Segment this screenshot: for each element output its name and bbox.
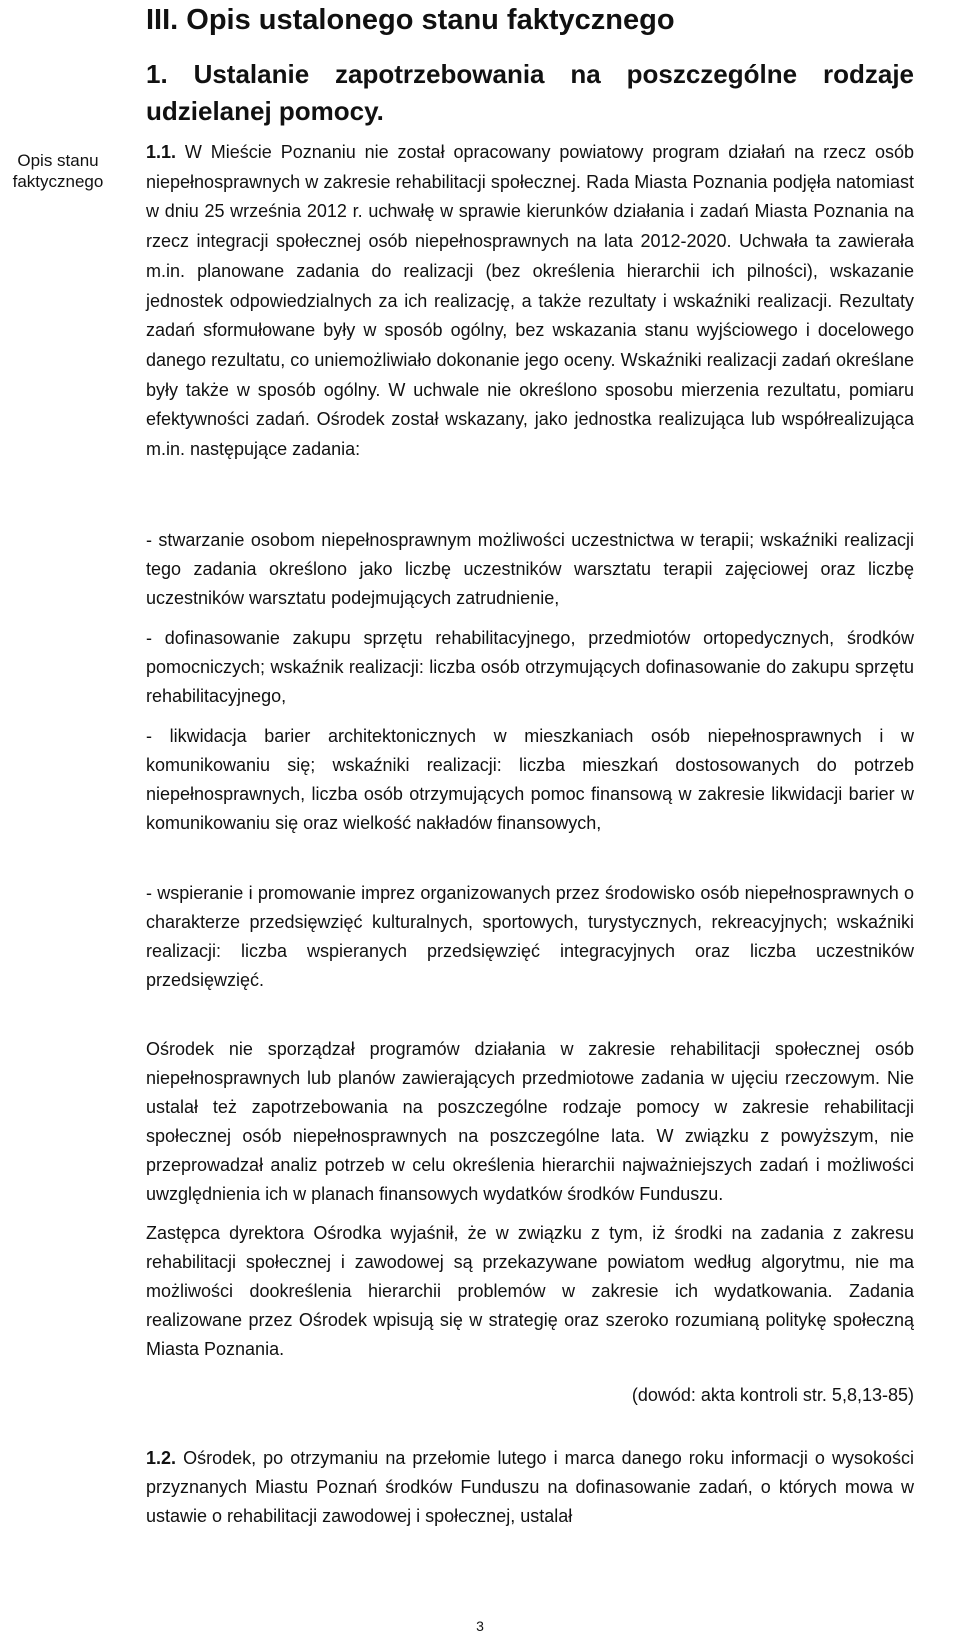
paragraph-text: W Mieście Poznaniu nie został opracowany powiatowy program działań na rzecz osób niepełnosprawnych w zakresie rehabilitacji społecznej. Rada Miasta Poznania podjęła natomiast w dniu 25 września 2012 r. uchwałę w sprawie kierunków działania i zadań Miasta Poznania na rzecz integracji społecznej osób niepełnosprawnych na lata 2012-2020. Uchwała ta zawierała m.in. planowane zadania do realizacji (bez określenia hierarchii ich pilności), wskazanie jednostek odpowiedzialnych za ich realizację, a także rezultaty i wskaźniki realizacji. Rezultaty zadań sformułowane były w sposób ogólny, bez wskazania stanu wyjściowego i docelowego danego rezultatu, co uniemożliwiało dokonanie jego oceny. Wskaźniki realizacji zadań określane były także w sposób ogólny. W uchwale nie określono sposobu mierzenia rezultatu, pomiaru efektywności zadań. Ośrodek został wskazany, jako jednostka realizująca lub współrealizująca m.in. następujące zadania: (146, 142, 914, 460)
evidence-reference: (dowód: akta kontroli str. 5,8,13-85) (631, 1385, 914, 1405)
paragraph-zastepca: Zastępca dyrektora Ośrodka wyjaśnił, że w związku z tym, iż środki na zadania z zakresu rehabilitacji społecznej i zawodowej są przekazywane powiatom według algorytmu, nie ma możliwości dookreślenia hierarchii problemów w zakresie ich wydatkowania. Zadania realizowane przez Ośrodek wpisują się w strategię oraz szeroko rozumianą politykę społeczną Miasta Poznania. (146, 1223, 914, 1359)
paragraph-osrodek: Ośrodek nie sporządzał programów działania w zakresie rehabilitacji społecznej osób niepełnosprawnych lub planów zawierających przedmiotowe zadania w ujęciu rzeczowym. Nie ustalał też zapotrzebowania na poszczególne rodzaje pomocy w zakresie rehabilitacji społecznej osób niepełnosprawnych na poszczególne lata. W związku z powyższym, nie przeprowadzał analiz potrzeb w celu określenia hierarchii najważniejszych zadań i możliwości uwzględnienia ich w planach finansowych wydatków środków Funduszu. (146, 1039, 914, 1204)
list-item: - dofinasowanie zakupu sprzętu rehabilitacyjnego, przedmiotów ortopedycznych, środków pomocniczych; wskaźnik realizacji: liczba osób otrzymujących dofinasowanie do zakupu sprzętu rehabilitacyjnego, (146, 628, 914, 706)
paragraph-1-1 (146, 138, 914, 465)
section-heading: 1. Ustalanie zapotrzebowania na poszczególne rodzaje udzielanej pomocy. (146, 59, 914, 126)
paragraph-1-2 (146, 1444, 914, 1531)
margin-note: Opis stanu faktycznego (12, 151, 104, 191)
part-heading: III. Opis ustalonego stanu faktycznego (146, 4, 675, 36)
list-item: - wspieranie i promowanie imprez organizowanych przez środowisko osób niepełnosprawnych o charakterze przedsięwzięć kulturalnych, sportowych, turystycznych, rekreacyjnych; wskaźniki realizacji: liczba wspieranych przedsięwzięć integracyjnych oraz liczba uczestników przedsięwzięć. (146, 883, 914, 990)
list-item: - stwarzanie osobom niepełnosprawnym możliwości uczestnictwa w terapii; wskaźniki realizacji tego zadania określono jako liczbę uczestników warsztatu terapii zajęciowej oraz liczbę uczestników warsztatu podejmujących zatrudnienie, (146, 530, 914, 608)
paragraph-number: 1.1. (146, 142, 177, 162)
page-number: 3 (476, 1618, 484, 1634)
paragraph-number: 1.2. (146, 1448, 177, 1468)
paragraph-text: Ośrodek, po otrzymaniu na przełomie lutego i marca danego roku informacji o wysokości przyznanych Miastu Poznań środków Funduszu na dofinasowanie zadań, o których mowa w ustawie o rehabilitacji zawodowej i społecznej, ustalał (146, 1448, 914, 1526)
list-item: - likwidacja barier architektonicznych w mieszkaniach osób niepełnosprawnych i w komunikowaniu się; wskaźniki realizacji: liczba mieszkań dostosowanych do potrzeb niepełnosprawnych, liczba osób otrzymujących pomoc finansową w zakresie likwidacji barier w komunikowaniu się oraz wielkość nakładów finansowych, (146, 726, 914, 833)
